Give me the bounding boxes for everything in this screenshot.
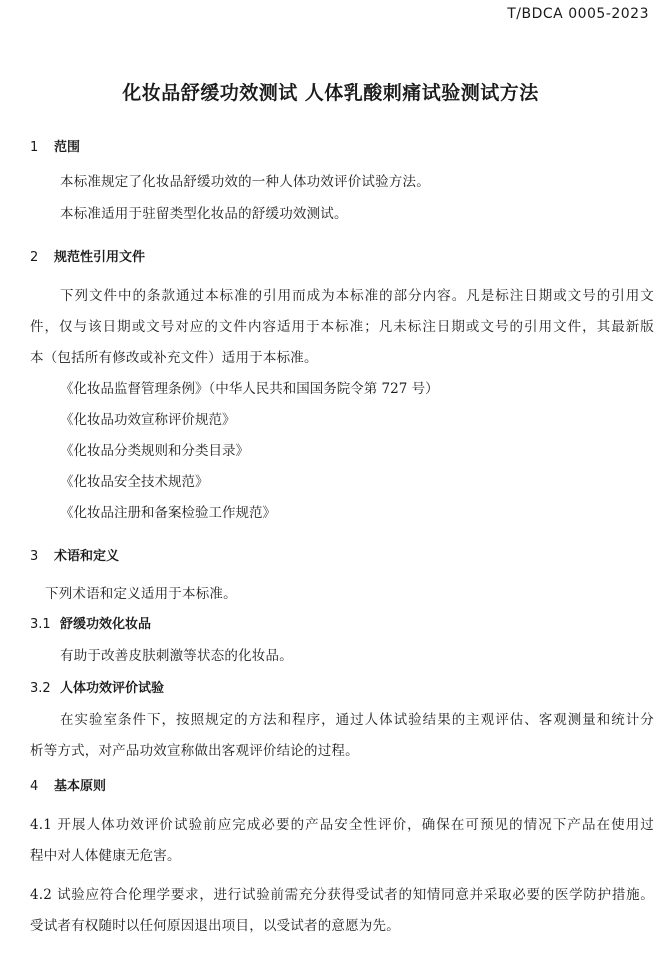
section-title: 术语和定义 [54, 549, 120, 564]
subsection-title: 舒缓功效化妆品 [60, 617, 152, 632]
paragraph-line: 程中对人体健康无危害。 [30, 848, 181, 864]
reference-item: 《化妆品分类规则和分类目录》 [60, 443, 249, 459]
reference-item: 《化妆品监督管理条例》（中华人民共和国国务院令第 727 号） [60, 381, 439, 397]
section-2-heading [30, 246, 145, 265]
paragraph-line: 在实验室条件下，按照规定的方法和程序，通过人体试验结果的主观评估、客观测量和统计分 [60, 712, 654, 728]
subsection-3-1-heading [30, 613, 151, 632]
section-title: 范围 [54, 140, 81, 155]
section-1-heading [30, 136, 80, 155]
paragraph-line: 本（包括所有修改或补充文件）适用于本标准。 [30, 350, 318, 366]
reference-item: 《化妆品功效宣称评价规范》 [60, 412, 236, 428]
section-number: 4 [30, 779, 39, 794]
standard-code: T/BDCA 0005-2023 [507, 6, 649, 22]
section-title: 基本原则 [54, 779, 107, 794]
section-number: 3 [30, 549, 39, 564]
subsection-number: 3.1 [30, 617, 51, 632]
subsection-number: 3.2 [30, 681, 51, 696]
paragraph-line: 4.1 开展人体功效评价试验前应完成必要的产品安全性评价，确保在可预见的情况下产品在使用过 [30, 817, 654, 833]
paragraph: 有助于改善皮肤刺激等状态的化妆品。 [60, 648, 293, 664]
paragraph-line: 件，仅与该日期或文号对应的文件内容适用于本标准；凡未标注日期或文号的引用文件，其最新版 [30, 319, 654, 335]
paragraph: 本标准规定了化妆品舒缓功效的一种人体功效评价试验方法。 [60, 174, 430, 190]
paragraph-line: 4.2 试验应符合伦理学要求，进行试验前需充分获得受试者的知情同意并采取必要的医学防护措施。 [30, 887, 654, 903]
paragraph: 下列术语和定义适用于本标准。 [45, 586, 237, 602]
section-3-heading [30, 545, 119, 564]
paragraph-line: 下列文件中的条款通过本标准的引用而成为本标准的部分内容。凡是标注日期或文号的引用文 [60, 288, 654, 304]
section-number: 1 [30, 140, 39, 155]
subsection-title: 人体功效评价试验 [60, 681, 165, 696]
document-title: 化妆品舒缓功效测试 人体乳酸刺痛试验测试方法 [122, 82, 539, 104]
reference-item: 《化妆品注册和备案检验工作规范》 [60, 505, 276, 521]
subsection-3-2-heading [30, 677, 164, 696]
section-title: 规范性引用文件 [54, 250, 146, 265]
reference-item: 《化妆品安全技术规范》 [60, 474, 209, 490]
paragraph: 本标准适用于驻留类型化妆品的舒缓功效测试。 [60, 206, 348, 222]
section-number: 2 [30, 250, 39, 265]
paragraph-line: 受试者有权随时以任何原因退出项目，以受试者的意愿为先。 [30, 918, 400, 934]
section-4-heading [30, 775, 106, 794]
paragraph-line: 析等方式，对产品功效宣称做出客观评价结论的过程。 [30, 743, 359, 759]
